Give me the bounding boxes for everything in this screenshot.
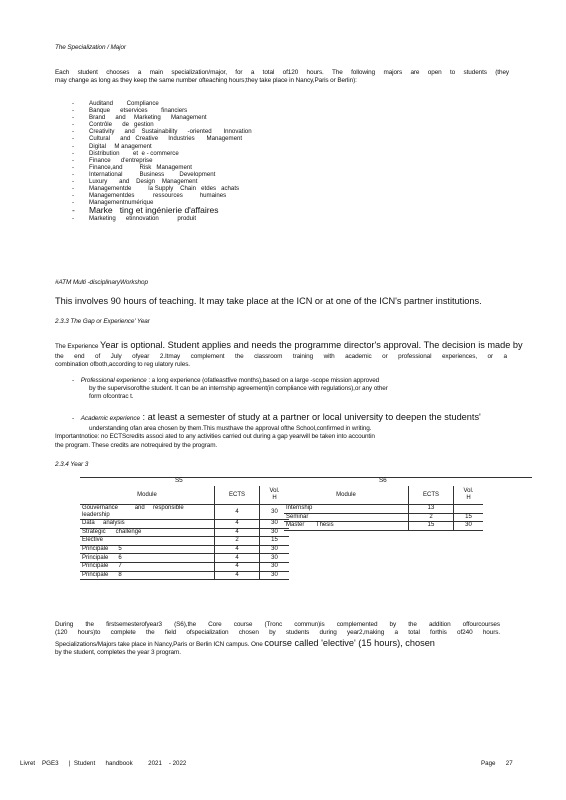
s5-header-module: Module: [137, 491, 157, 498]
major-item: - Marketing etinnovation produit: [72, 215, 252, 222]
closing-paragraph: [55, 621, 500, 657]
s5-module-cell: Principale 6: [80, 554, 215, 563]
workshop-title: #ATM Multi -disciplinaryWorkshop: [55, 279, 148, 286]
s5-module-cell: Gouvernance and responsible leadership: [80, 505, 215, 520]
table-row: [284, 513, 483, 522]
major-item: - Auditand Compliance: [72, 100, 252, 107]
table-row: [80, 528, 289, 537]
table-row: [80, 537, 289, 546]
s5-table: [80, 486, 289, 580]
s5-vol-cell: 30: [260, 545, 290, 554]
option-2-text-1: : at least a semester of study at a partner or local university to deepen the students': [139, 412, 481, 422]
s6-ects-cell: 13: [409, 505, 454, 514]
s5-ects-cell: 2: [215, 537, 260, 546]
year3-title: 2.3.4 Year 3: [55, 461, 89, 468]
s5-header-vol: Vol. H: [260, 486, 290, 505]
specialization-intro: [55, 69, 509, 85]
s6-header-ects: ECTS: [409, 486, 454, 505]
important-notice-line-1: Importantnotice: no ECTScredits associ ated to any activities carried out during a gap yearwill be taken into accountin: [55, 433, 375, 440]
s5-module-cell: Principale 7: [80, 562, 215, 571]
s6-vol-cell: 15: [454, 513, 484, 522]
major-item: - Managementde la Supply Chain etdes achats: [72, 185, 252, 192]
s5-vol-cell: 30: [260, 554, 290, 563]
option-1-text-2: by the supervisorofthe student. It can be an internship agreement(in compliance with regulations),or any other: [89, 385, 388, 392]
intro-line-1: Each student chooses a main specialization/major, for a total of120 hours. The following majors are open to students (they: [55, 69, 509, 76]
table-row: [80, 562, 289, 571]
s5-module-cell: Data analysis: [80, 520, 215, 529]
s6-header-vol: Vol. H: [454, 486, 484, 505]
option-1-text-3: form ofcontrac t.: [89, 393, 134, 400]
table-row: [80, 554, 289, 563]
closing-line-3-a: Specializations/Majors take place in Nancy,Paris or Berlin ICN campus. One: [55, 641, 265, 648]
table-row: [80, 520, 289, 529]
s5-ects-cell: 4: [215, 545, 260, 554]
major-item: - International Business Development: [72, 171, 252, 178]
s5-label: S5: [175, 477, 183, 484]
s5-header-row: [80, 486, 289, 505]
s5-ects-cell: 4: [215, 571, 260, 580]
major-item: - Creativity and Sustainability -oriented Innovation: [72, 128, 252, 135]
option-1-lead: Professional experience: [80, 377, 147, 384]
s6-vol-cell: [454, 505, 484, 514]
footer-left: Livret PGE3 | Student handbook 2021 - 2022: [20, 760, 187, 767]
major-item: - Finance d'entreprise: [72, 157, 252, 164]
s5-vol-cell: 30: [260, 562, 290, 571]
gap-year-intro: [55, 335, 552, 369]
major-item: - Contrôle de gestion: [72, 121, 252, 128]
intro-line-2: may change as long as they keep the same number ofteaching hours;they take place in Nancy,Paris or Berlin):: [55, 77, 357, 84]
s5-vol-cell: 30: [260, 520, 290, 529]
table-row: [284, 505, 483, 514]
s6-label: S6: [379, 477, 387, 484]
s6-ects-cell: 15: [409, 522, 454, 531]
closing-line-4: by the student, completes the year 3 program.: [55, 649, 181, 656]
s6-table: [284, 486, 483, 531]
s5-ects-cell: 4: [215, 528, 260, 537]
s5-module-cell: Elective: [80, 537, 215, 546]
closing-line-3-b: course called 'elective' (15 hours), chosen: [264, 638, 435, 648]
table-row: [80, 505, 289, 520]
major-item: - Finance,and Risk Management: [72, 164, 252, 171]
s6-module-cell: Internship: [284, 505, 409, 514]
major-item: - Banque etservices financiers: [72, 107, 252, 114]
gap-year-option-1: - Professional experience : a long experience (ofatleastfive months),based on a large -scope mission approved by the supervisorofthe student. It can be an internship agreement(in compliance with regulations),or any other form ofcontrac t.: [72, 377, 512, 401]
option-2-text-2: understanding ofan area chosen by them.This musthave the approval ofthe School,confirmed in writing.: [89, 425, 372, 432]
gap-year-line1-a: The Experience: [55, 343, 101, 350]
gap-year-title: 2.3.3 The Gap or Experience' Year: [55, 318, 150, 325]
s5-module-cell: Principale 5: [80, 545, 215, 554]
s5-vol-cell: 30: [260, 528, 290, 537]
option-2-lead: Academic experience: [80, 415, 140, 422]
table-row: [80, 545, 289, 554]
s6-header-module: Module: [336, 491, 356, 498]
option-1-text-1: : a long experience (ofatleastfive months),based on a large -scope mission approved: [146, 377, 380, 384]
s5-vol-cell: 15: [260, 537, 290, 546]
s6-vol-cell: 30: [454, 522, 484, 531]
s6-header-row: [284, 486, 483, 505]
gap-year-option-2: - Academic experience : at least a semester of study at a partner or local university to deepen the students' understanding ofan area chosen by them.This musthave the approval ofthe School,confirmed in writing.: [72, 407, 552, 433]
major-item: - Marke ting et ingénierie d'affaires: [72, 206, 252, 215]
major-item: - Cultural and Creative Industries Management: [72, 135, 252, 142]
s5-module-cell: Strategic challenge: [80, 528, 215, 537]
s5-module-cell: Principale 8: [80, 571, 215, 580]
s5-header-ects: ECTS: [215, 486, 260, 505]
workshop-body: This involves 90 hours of teaching. It may take place at the ICN or at one of the ICN's partner institutions.: [55, 296, 482, 306]
s6-ects-cell: 2: [409, 513, 454, 522]
s6-module-cell: Master Thesis: [284, 522, 409, 531]
s5-ects-cell: 4: [215, 520, 260, 529]
s5-ects-cell: 4: [215, 554, 260, 563]
important-notice-line-2: the program. These credits are notrequired by the program.: [55, 442, 218, 449]
major-item: - Distribution et e - commerce: [72, 150, 252, 157]
s6-module-cell: Seminar: [284, 513, 409, 522]
majors-list: [72, 100, 252, 223]
gap-year-line-2: the end of July ofyear 2.Itmay complement the classroom training with academic or professional experiences, or a: [55, 353, 507, 360]
s5-vol-cell: 30: [260, 505, 290, 520]
gap-year-line-3: combination ofboth,according to reg ulatory rules.: [55, 361, 190, 368]
closing-line-1: During the firstsemesterofyear3 (S6),the Core course (Tronc commun)is complemented by the addition offourcourses: [55, 621, 500, 628]
major-item: - Digital M anagement: [72, 143, 252, 150]
table-top-rule: [80, 477, 532, 478]
gap-year-line1-b: Year is optional. Student applies and needs the programme director's approval. The decision is made by: [100, 340, 523, 350]
major-item: - Brand and Marketing Management: [72, 114, 252, 121]
specialization-title: The Specialization / Major: [55, 44, 126, 51]
s5-ects-cell: 4: [215, 505, 260, 520]
table-row: [284, 522, 483, 531]
major-item: - Managementnumérique: [72, 199, 252, 206]
closing-line-2: (120 hours)to complete the field ofspecialization chosen by students during year2,making a total forthis of240 hours.: [55, 629, 500, 636]
table-row: [80, 571, 289, 580]
major-item: - Luxury and Design Management: [72, 178, 252, 185]
major-item: - Managementdes ressources humaines: [72, 192, 252, 199]
s5-ects-cell: 4: [215, 562, 260, 571]
page-number: Page 27: [481, 760, 513, 767]
s5-vol-cell: 30: [260, 571, 290, 580]
